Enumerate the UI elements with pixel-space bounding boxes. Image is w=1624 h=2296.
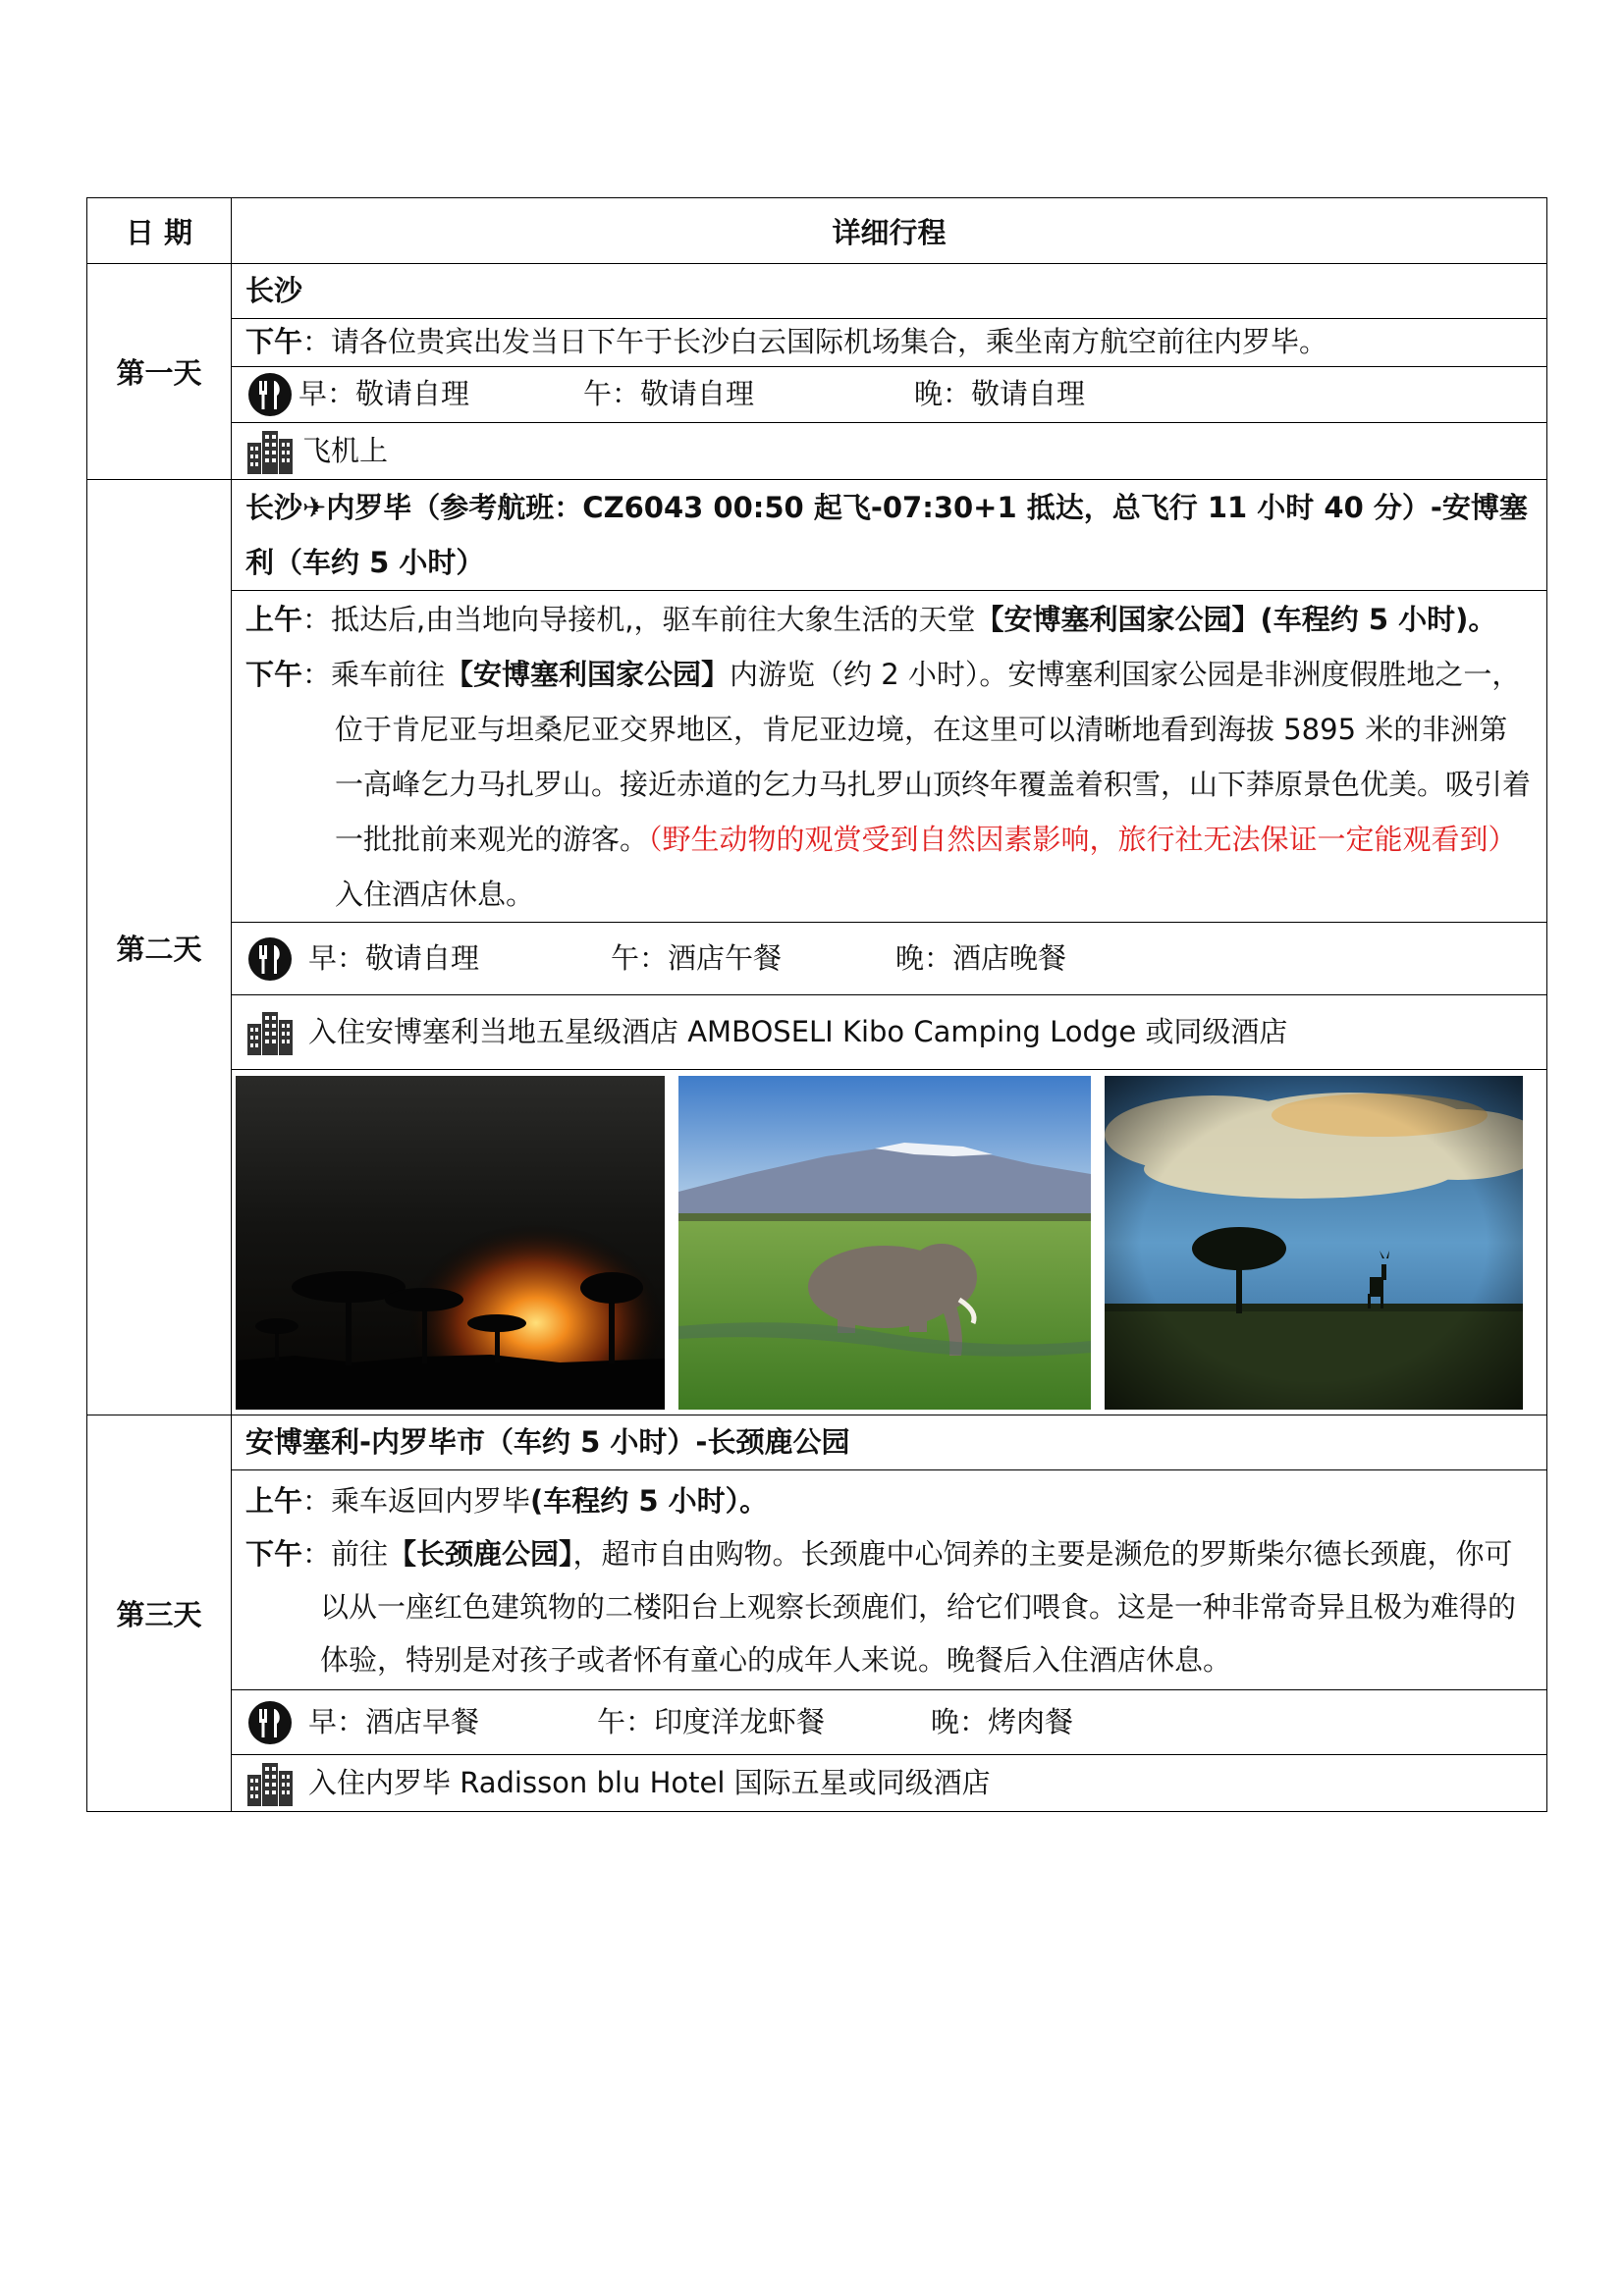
day1-title: 长沙 (232, 264, 1547, 319)
day3-afternoon-highlight: 【长颈鹿公园】 (388, 1536, 573, 1571)
day3-morning-label: 上午 (245, 1483, 303, 1518)
day1-label: 第一天 (87, 264, 232, 480)
hotel-building-icon (245, 427, 295, 476)
day2-title-row (87, 480, 1547, 591)
day3-lunch: 午：印度洋龙虾餐 (597, 1704, 826, 1738)
day1-afternoon-label: 下午 (245, 325, 303, 359)
day3-morning-highlight: (车程约 5 小时）。 (530, 1483, 769, 1518)
day2-afternoon (245, 647, 1533, 922)
day2-meals (232, 923, 1547, 995)
day3-morning-text: ：乘车返回内罗毕 (302, 1483, 531, 1518)
day1-hotel-text: 飞机上 (302, 433, 389, 467)
day2-label: 第二天 (87, 480, 232, 1415)
day2-afternoon-text-2: 内游览（约 2 小时）。安博塞利国家公园是非洲度假胜地之一，位于肯尼亚与坦桑尼亚交界地区，肯尼亚边境，在这里可以清晰地看到海拔 5895 米的非洲第一高峰乞力马扎罗山。接近赤道的乞力马扎罗山顶终年覆盖着积雪，山下莽原景色优美。吸引着一批批前来观光的游客。 (335, 657, 1532, 856)
day2-morning-label: 上午 (245, 602, 303, 636)
day2-dinner: 晚：酒店晚餐 (895, 940, 1067, 975)
acacia-antelope-photo (1105, 1076, 1523, 1410)
day2-hotel-row (87, 995, 1547, 1070)
day1-hotel (232, 423, 1547, 480)
date-column-header: 日 期 (87, 198, 232, 264)
day2-meals-row (87, 923, 1547, 995)
day3-morning (245, 1474, 1533, 1527)
day1-schedule (232, 319, 1547, 367)
day3-title-row (87, 1415, 1547, 1470)
day2-lunch: 午：酒店午餐 (611, 940, 783, 975)
day2-morning-highlight: 【安博塞利国家公园】(车程约 5 小时)。 (975, 602, 1497, 636)
day2-title: 长沙✈内罗毕（参考航班：CZ6043 00:50 起飞-07:30+1 抵达，总飞行 11 小时 40 分）-安博塞利（车约 5 小时） (232, 480, 1547, 591)
day1-breakfast: 早：敬请自理 (298, 377, 470, 411)
day3-hotel-row (87, 1755, 1547, 1812)
day3-afternoon-text-1: ：前往 (302, 1536, 389, 1571)
detail-column-header: 详细行程 (232, 198, 1547, 264)
day2-morning (245, 592, 1533, 647)
day3-hotel (232, 1755, 1547, 1812)
day3-title: 安博塞利-内罗毕市（车约 5 小时）-长颈鹿公园 (232, 1415, 1547, 1470)
day3-afternoon-text-2: ，超市自由购物。长颈鹿中心饲养的主要是濒危的罗斯柴尔德长颈鹿，你可以从一座红色建筑物的二楼阳台上观察长颈鹿们，给它们喂食。这是一种非常奇异且极为难得的体验，特别是对孩子或者怀有童心的成年人来说。晚餐后入住酒店休息。 (320, 1536, 1517, 1677)
day2-afternoon-highlight: 【安博塞利国家公园】 (445, 657, 731, 691)
fork-knife-icon (245, 1698, 295, 1747)
day1-schedule-row (87, 319, 1547, 367)
day3-label: 第三天 (87, 1415, 232, 1812)
day1-title-row (87, 264, 1547, 319)
hotel-building-icon (245, 1008, 295, 1057)
hotel-building-icon (245, 1759, 295, 1808)
day3-hotel-text: 入住内罗毕 Radisson blu Hotel 国际五星或同级酒店 (308, 1765, 991, 1799)
day3-breakfast: 早：酒店早餐 (308, 1704, 480, 1738)
day3-meals-row (87, 1690, 1547, 1755)
day3-meals (232, 1690, 1547, 1755)
day1-afternoon-text: ：请各位贵宾出发当日下午于长沙白云国际机场集合，乘坐南方航空前往内罗毕。 (302, 325, 1328, 359)
day3-afternoon (245, 1527, 1533, 1686)
day1-meals (232, 367, 1547, 423)
elephant-kilimanjaro-photo (678, 1076, 1091, 1410)
day2-photos (232, 1070, 1547, 1415)
day2-schedule-row (87, 591, 1547, 923)
day2-morning-text: ：抵达后,由当地向导接机,，驱车前往大象生活的天堂 (302, 602, 976, 636)
day3-afternoon-label: 下午 (245, 1536, 303, 1571)
fork-knife-icon (245, 934, 295, 984)
day1-meals-row (87, 367, 1547, 423)
day2-hotel-text: 入住安博塞利当地五星级酒店 AMBOSELI Kibo Camping Lodge 或同级酒店 (308, 1014, 1288, 1048)
day3-schedule-row (87, 1470, 1547, 1690)
table-header-row (87, 198, 1547, 264)
day1-dinner: 晚：敬请自理 (914, 377, 1086, 411)
day2-photos-row (87, 1070, 1547, 1415)
day2-hotel (232, 995, 1547, 1070)
day2-afternoon-warning: （野生动物的观赏受到自然因素影响，旅行社无法保证一定能观看到） (648, 822, 1517, 856)
fork-knife-icon (245, 370, 295, 419)
day2-afternoon-text-3: 入住酒店休息。 (335, 877, 535, 911)
day1-hotel-row (87, 423, 1547, 480)
sunset-savanna-photo (236, 1076, 665, 1410)
day3-schedule (232, 1470, 1547, 1690)
day2-afternoon-label: 下午 (245, 657, 303, 691)
day2-afternoon-text-1: ：乘车前往 (302, 657, 446, 691)
day2-schedule (232, 591, 1547, 923)
day2-breakfast: 早：敬请自理 (308, 940, 480, 975)
day3-dinner: 晚：烤肉餐 (931, 1704, 1074, 1738)
day1-lunch: 午：敬请自理 (583, 377, 755, 411)
itinerary-table (86, 197, 1547, 1812)
